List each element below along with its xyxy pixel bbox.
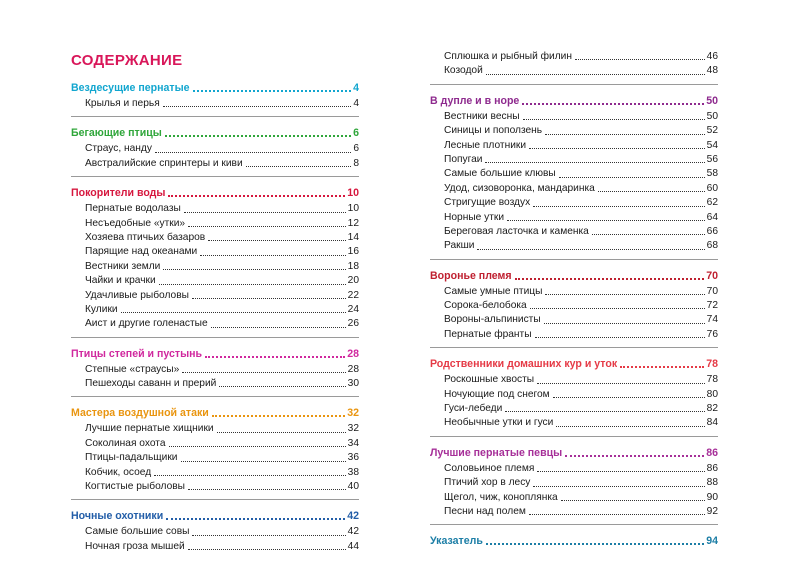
page-number: 66 xyxy=(706,225,718,237)
page-number: 86 xyxy=(706,446,718,459)
dot-leader xyxy=(182,372,345,373)
page-number: 4 xyxy=(353,97,359,109)
toc-section xyxy=(430,268,718,349)
page-number: 6 xyxy=(353,127,359,140)
entry-title: Пешеходы саванн и прерий xyxy=(85,378,217,390)
section-title: Бегающие птицы xyxy=(71,127,162,140)
toc-entry[interactable] xyxy=(430,416,718,430)
entry-title: Ночующие под снегом xyxy=(444,388,550,400)
section-title: Воронье племя xyxy=(430,269,512,282)
dot-leader xyxy=(193,90,352,92)
dot-leader xyxy=(486,543,704,545)
toc-section-heading[interactable] xyxy=(430,356,718,373)
dot-leader xyxy=(505,411,704,412)
page-number: 50 xyxy=(706,110,718,122)
page-number: 70 xyxy=(706,285,718,297)
entry-title: Лесные плотники xyxy=(444,139,527,151)
dot-leader xyxy=(163,106,352,107)
page-number: 32 xyxy=(347,407,359,420)
page-number: 86 xyxy=(706,462,718,474)
toc-entry[interactable] xyxy=(71,317,359,331)
entry-title: Вороны-альпинисты xyxy=(444,314,541,326)
page-number: 58 xyxy=(706,168,718,180)
toc-entry[interactable] xyxy=(71,202,359,216)
dot-leader xyxy=(486,74,705,75)
toc-entry[interactable] xyxy=(71,274,359,288)
entry-title: Козодой xyxy=(444,65,483,77)
toc-entry[interactable] xyxy=(430,225,718,239)
dot-leader xyxy=(166,518,345,520)
toc-section-heading[interactable] xyxy=(71,346,359,363)
dot-leader xyxy=(188,489,346,490)
toc-entry[interactable] xyxy=(71,289,359,303)
page-number: 26 xyxy=(347,318,359,330)
toc-section-heading[interactable] xyxy=(71,185,359,202)
entry-title: Хозяева птичьих базаров xyxy=(85,231,206,243)
toc-entry[interactable] xyxy=(71,217,359,231)
dot-leader xyxy=(246,166,352,167)
page-number: 48 xyxy=(706,65,718,77)
dot-leader xyxy=(533,486,704,487)
page-number: 46 xyxy=(706,50,718,62)
page-number: 82 xyxy=(706,403,718,415)
entry-title: Лучшие пернатые хищники xyxy=(85,423,214,435)
toc-section xyxy=(71,508,359,559)
entry-title: Стригущие воздух xyxy=(444,197,531,209)
page-number: 14 xyxy=(347,231,359,243)
toc-entry[interactable] xyxy=(430,196,718,210)
toc-entry[interactable] xyxy=(430,110,718,124)
dot-leader xyxy=(545,294,704,295)
page-number: 40 xyxy=(347,481,359,493)
toc-section xyxy=(71,125,359,177)
toc-entry[interactable] xyxy=(430,462,718,476)
toc-entry[interactable] xyxy=(430,124,718,138)
toc-entry[interactable] xyxy=(71,97,359,111)
toc-entry[interactable] xyxy=(430,402,718,416)
toc-entry[interactable] xyxy=(71,540,359,554)
page-number: 18 xyxy=(347,260,359,272)
entry-title: Сплюшка и рыбный филин xyxy=(444,50,572,62)
page-number: 30 xyxy=(347,378,359,390)
dot-leader xyxy=(188,226,346,227)
dot-leader xyxy=(515,278,705,280)
dot-leader xyxy=(165,135,351,137)
dot-leader xyxy=(208,240,345,241)
entry-title: Австралийские спринтеры и киви xyxy=(85,157,243,169)
toc-entry[interactable] xyxy=(430,476,718,490)
right-page xyxy=(400,0,800,548)
toc-section-heading[interactable] xyxy=(430,93,718,110)
toc-entry[interactable] xyxy=(71,451,359,465)
dot-leader xyxy=(477,249,704,250)
page-number: 24 xyxy=(347,303,359,315)
toc-entry[interactable] xyxy=(430,313,718,327)
entry-title: Крылья и перья xyxy=(85,97,160,109)
dot-leader xyxy=(154,475,346,476)
toc-left-column xyxy=(71,52,359,567)
toc-section xyxy=(71,80,359,117)
toc-section-heading[interactable] xyxy=(71,508,359,525)
toc-section-heading[interactable] xyxy=(71,405,359,422)
toc-section-heading[interactable] xyxy=(430,533,718,550)
page-number: 84 xyxy=(706,417,718,429)
section-title: В дупле и в норе xyxy=(430,94,520,107)
entry-title: Ракши xyxy=(444,240,475,252)
entry-title: Когтистые рыболовы xyxy=(85,481,185,493)
dot-leader xyxy=(556,426,704,427)
dot-leader xyxy=(592,234,705,235)
page-number: 62 xyxy=(706,197,718,209)
entry-title: Береговая ласточка и каменка xyxy=(444,225,589,237)
toc-section xyxy=(71,185,359,338)
toc-entry[interactable] xyxy=(71,260,359,274)
toc-entry[interactable] xyxy=(430,491,718,505)
page-number: 52 xyxy=(706,125,718,137)
entry-title: Аист и другие голенастые xyxy=(85,318,208,330)
toc-entry[interactable] xyxy=(71,157,359,171)
dot-leader xyxy=(575,59,705,60)
dot-leader xyxy=(523,119,705,120)
entry-title: Вестники весны xyxy=(444,110,520,122)
dot-leader xyxy=(598,191,705,192)
dot-leader xyxy=(535,337,705,338)
toc-entry[interactable] xyxy=(430,211,718,225)
page-number: 78 xyxy=(706,374,718,386)
page-number: 70 xyxy=(706,269,718,282)
toc-section xyxy=(71,346,359,398)
dot-leader xyxy=(529,148,705,149)
toc-section-heading[interactable] xyxy=(71,80,359,97)
dot-leader xyxy=(559,177,705,178)
dot-leader xyxy=(533,206,704,207)
dot-leader xyxy=(553,397,705,398)
section-title: Родственники домашних кур и уток xyxy=(430,358,618,371)
page-number: 90 xyxy=(706,491,718,503)
page-number: 10 xyxy=(347,187,359,200)
entry-title: Щегол, чиж, коноплянка xyxy=(444,491,558,503)
dot-leader xyxy=(545,134,705,135)
section-title: Лучшие пернатые певцы xyxy=(430,446,563,459)
entry-title: Необычные утки и гуси xyxy=(444,417,554,429)
page-number: 56 xyxy=(706,153,718,165)
toc-entry[interactable] xyxy=(430,505,718,519)
toc-section xyxy=(430,445,718,526)
toc-entry[interactable] xyxy=(430,239,718,253)
page-number: 76 xyxy=(706,328,718,340)
dot-leader xyxy=(192,298,346,299)
toc-section xyxy=(430,356,718,437)
page-number: 92 xyxy=(706,505,718,517)
page-number: 64 xyxy=(706,211,718,223)
page-number: 20 xyxy=(347,275,359,287)
page-number: 80 xyxy=(706,388,718,400)
entry-title: Парящие над океанами xyxy=(85,246,198,258)
page-number: 34 xyxy=(347,437,359,449)
section-title: Указатель xyxy=(430,535,483,548)
entry-title: Соколиная охота xyxy=(85,437,166,449)
page-number: 44 xyxy=(347,540,359,552)
toc-entry[interactable] xyxy=(71,525,359,539)
dot-leader xyxy=(620,366,704,368)
page-number: 78 xyxy=(706,358,718,371)
dot-leader xyxy=(529,514,705,515)
page-number: 74 xyxy=(706,314,718,326)
page-number: 72 xyxy=(706,300,718,312)
page-number: 6 xyxy=(353,143,359,155)
page-number: 68 xyxy=(706,240,718,252)
entry-title: Самые умные птицы xyxy=(444,285,543,297)
entry-title: Пернатые франты xyxy=(444,328,532,340)
page-number: 36 xyxy=(347,452,359,464)
entry-title: Удод, сизоворонка, мандаринка xyxy=(444,182,595,194)
page-number: 50 xyxy=(706,94,718,107)
toc-entry[interactable] xyxy=(430,153,718,167)
toc-entry[interactable] xyxy=(71,363,359,377)
section-title: Птицы степей и пустынь xyxy=(71,347,203,360)
page-number: 54 xyxy=(706,139,718,151)
page-number: 8 xyxy=(353,157,359,169)
toc-entry[interactable] xyxy=(71,231,359,245)
toc-section-heading[interactable] xyxy=(430,268,718,285)
toc-right-column xyxy=(430,50,718,563)
page-number: 42 xyxy=(347,526,359,538)
page-number: 38 xyxy=(347,466,359,478)
entry-title: Кобчик, осоед xyxy=(85,466,152,478)
dot-leader xyxy=(188,549,346,550)
page-number: 42 xyxy=(347,510,359,523)
toc-entry[interactable] xyxy=(430,50,718,64)
dot-leader xyxy=(561,500,705,501)
page-number: 94 xyxy=(706,535,718,548)
toc-section xyxy=(430,93,718,260)
page-number: 60 xyxy=(706,182,718,194)
page-number: 22 xyxy=(347,289,359,301)
toc-entry[interactable] xyxy=(430,139,718,153)
page-number: 28 xyxy=(347,347,359,360)
toc-entry[interactable] xyxy=(430,167,718,181)
entry-title: Вестники земли xyxy=(85,260,161,272)
toc-entry[interactable] xyxy=(71,303,359,317)
entry-title: Самые большие клювы xyxy=(444,168,556,180)
toc-section-heading[interactable] xyxy=(430,445,718,462)
toc-entry[interactable] xyxy=(430,328,718,342)
toc-entry[interactable] xyxy=(71,422,359,436)
entry-title: Самые большие совы xyxy=(85,526,190,538)
entry-title: Степные «страусы» xyxy=(85,363,180,375)
toc-section-heading[interactable] xyxy=(71,125,359,142)
dot-leader xyxy=(200,255,345,256)
entry-title: Страус, нанду xyxy=(85,143,152,155)
page-number: 16 xyxy=(347,246,359,258)
section-title: Вездесущие пернатые xyxy=(71,82,190,94)
entry-title: Птицы-падальщики xyxy=(85,452,178,464)
toc-entry[interactable] xyxy=(71,437,359,451)
toc-entry[interactable] xyxy=(71,480,359,494)
toc-entry[interactable] xyxy=(430,299,718,313)
dot-leader xyxy=(212,415,345,417)
toc-entry[interactable] xyxy=(430,64,718,78)
dot-leader xyxy=(485,162,704,163)
page-number: 88 xyxy=(706,477,718,489)
toc-entry[interactable] xyxy=(71,466,359,480)
entry-title: Птичий хор в лесу xyxy=(444,477,531,489)
dot-leader xyxy=(522,103,704,105)
entry-title: Роскошные хвосты xyxy=(444,374,535,386)
section-title: Ночные охотники xyxy=(71,510,164,523)
dot-leader xyxy=(565,455,704,457)
left-page xyxy=(0,0,400,552)
toc-entry[interactable] xyxy=(71,245,359,259)
section-title: Покорители воды xyxy=(71,187,166,200)
toc-section xyxy=(430,50,718,85)
page-title: СОДЕРЖАНИЕ xyxy=(71,52,183,69)
toc-entry[interactable] xyxy=(430,285,718,299)
toc-entry[interactable] xyxy=(71,142,359,156)
dot-leader xyxy=(181,461,346,462)
entry-title: Попугаи xyxy=(444,153,483,165)
dot-leader xyxy=(544,323,705,324)
dot-leader xyxy=(219,386,345,387)
dot-leader xyxy=(211,327,346,328)
entry-title: Кулики xyxy=(85,303,118,315)
toc-section xyxy=(71,405,359,500)
page-number: 10 xyxy=(347,203,359,215)
entry-title: Соловьиное племя xyxy=(444,462,535,474)
dot-leader xyxy=(159,284,346,285)
entry-title: Гуси-лебеди xyxy=(444,403,503,415)
dot-leader xyxy=(537,471,704,472)
toc-entry[interactable] xyxy=(430,388,718,402)
dot-leader xyxy=(217,432,346,433)
page-number: 28 xyxy=(347,363,359,375)
toc-entry[interactable] xyxy=(430,182,718,196)
toc-entry[interactable] xyxy=(71,377,359,391)
entry-title: Пернатые водолазы xyxy=(85,203,181,215)
page-number: 4 xyxy=(353,82,359,94)
dot-leader xyxy=(192,535,345,536)
toc-section xyxy=(430,533,718,555)
section-title: Мастера воздушной атаки xyxy=(71,407,209,420)
dot-leader xyxy=(155,152,351,153)
entry-title: Сорока-белобока xyxy=(444,300,527,312)
entry-title: Чайки и крачки xyxy=(85,275,156,287)
entry-title: Ночная гроза мышей xyxy=(85,540,185,552)
entry-title: Норные утки xyxy=(444,211,505,223)
entry-title: Удачливые рыболовы xyxy=(85,289,189,301)
page-number: 12 xyxy=(347,217,359,229)
entry-title: Песни над полем xyxy=(444,505,526,517)
dot-leader xyxy=(507,220,705,221)
dot-leader xyxy=(205,356,345,358)
dot-leader xyxy=(530,308,705,309)
dot-leader xyxy=(163,269,345,270)
dot-leader xyxy=(121,312,346,313)
dot-leader xyxy=(169,446,346,447)
toc-entry[interactable] xyxy=(430,373,718,387)
dot-leader xyxy=(184,212,346,213)
dot-leader xyxy=(168,195,345,197)
entry-title: Несъедобные «утки» xyxy=(85,217,186,229)
page-number: 32 xyxy=(347,423,359,435)
dot-leader xyxy=(537,383,705,384)
entry-title: Синицы и поползень xyxy=(444,125,543,137)
